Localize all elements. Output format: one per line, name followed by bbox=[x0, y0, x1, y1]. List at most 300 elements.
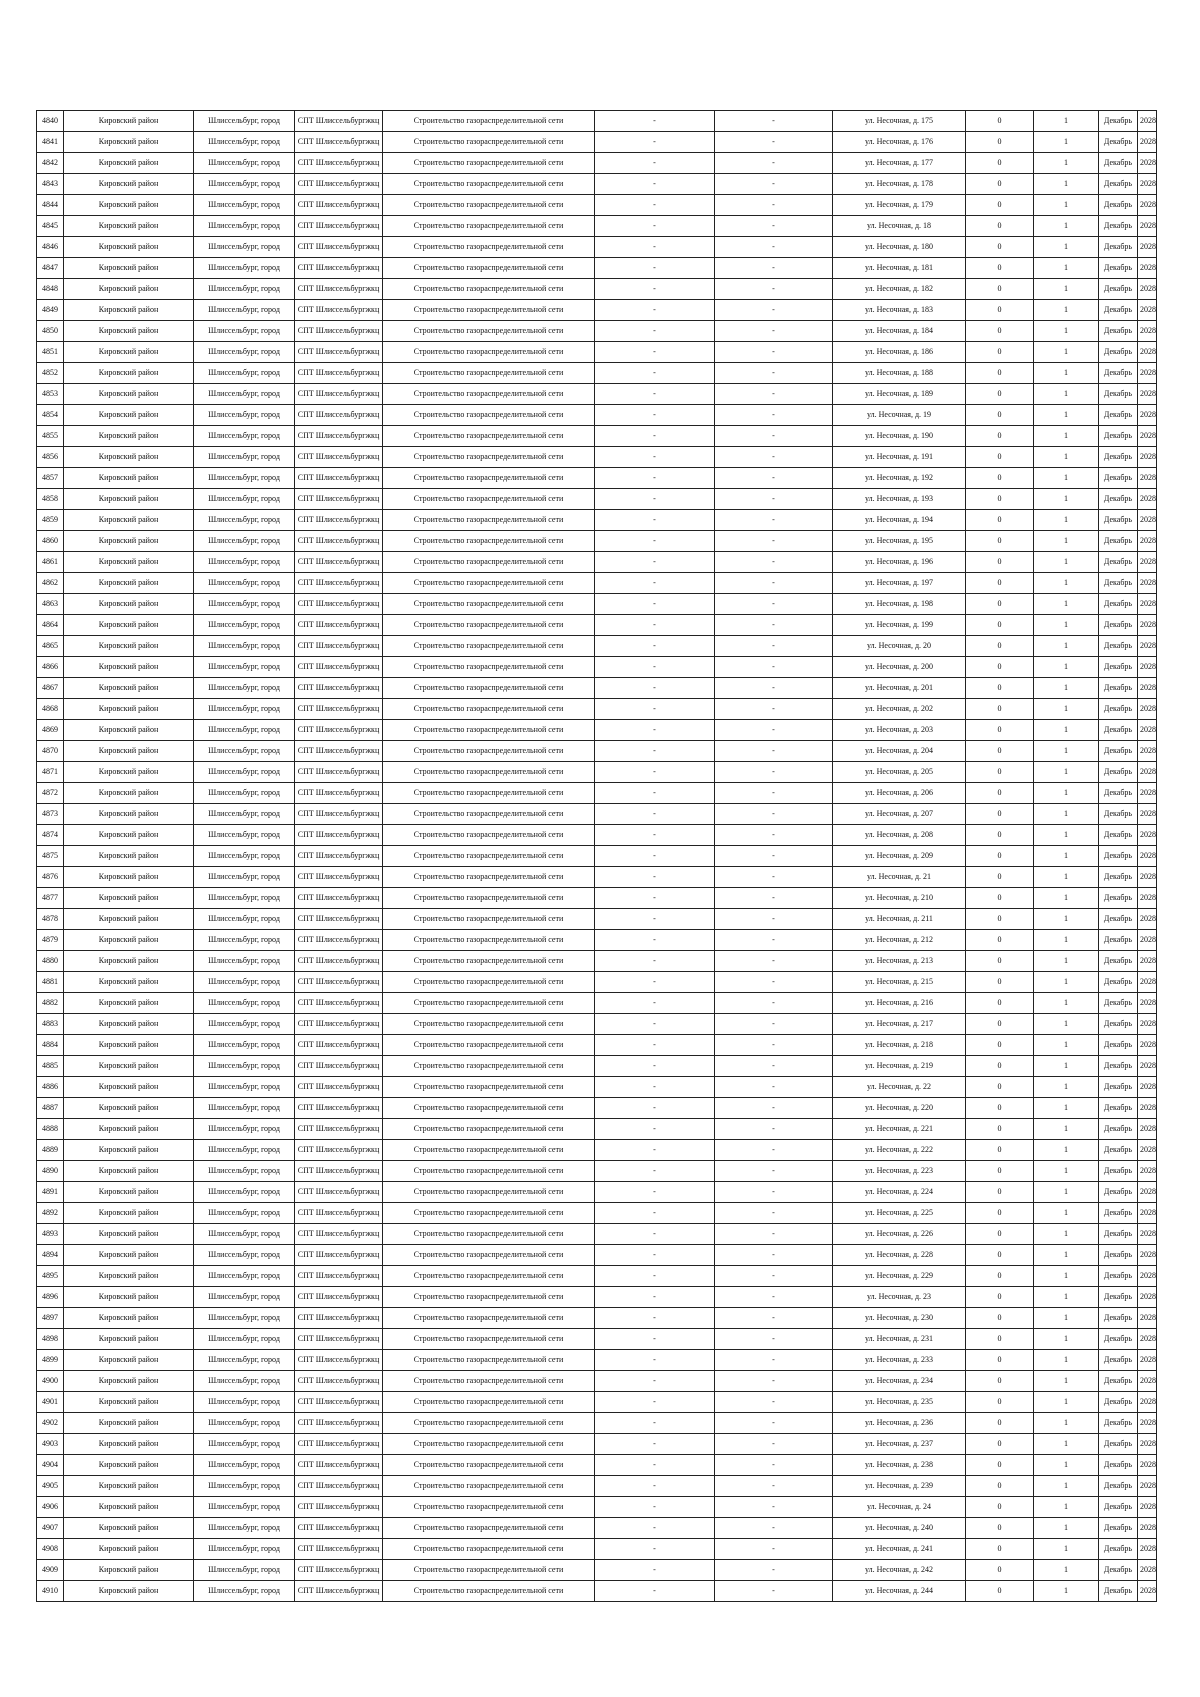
year-cell: 2028 bbox=[1138, 1539, 1157, 1560]
value-cell-1: 0 bbox=[966, 1350, 1034, 1371]
district-cell: Кировский район bbox=[64, 846, 194, 867]
address-cell: ул. Несочная, д. 189 bbox=[833, 384, 966, 405]
settlement-cell: Шлиссельбург, город bbox=[194, 1476, 295, 1497]
supplier-cell: СПТ Шлиссельбургжкц bbox=[295, 279, 383, 300]
dash-cell-1: - bbox=[595, 1266, 715, 1287]
supplier-cell: СПТ Шлиссельбургжкц bbox=[295, 804, 383, 825]
address-cell: ул. Несочная, д. 219 bbox=[833, 1056, 966, 1077]
dash-cell-2: - bbox=[715, 573, 833, 594]
work-type-cell: Строительство газораспределительной сети bbox=[383, 1035, 595, 1056]
year-cell: 2028 bbox=[1138, 615, 1157, 636]
settlement-cell: Шлиссельбург, город bbox=[194, 531, 295, 552]
year-cell: 2028 bbox=[1138, 741, 1157, 762]
value-cell-2: 1 bbox=[1034, 888, 1099, 909]
year-cell: 2028 bbox=[1138, 1497, 1157, 1518]
table-row bbox=[37, 804, 1157, 825]
row-number-cell: 4868 bbox=[37, 699, 64, 720]
row-number-cell: 4893 bbox=[37, 1224, 64, 1245]
table-row bbox=[37, 174, 1157, 195]
row-number-cell: 4891 bbox=[37, 1182, 64, 1203]
year-cell: 2028 bbox=[1138, 573, 1157, 594]
dash-cell-1: - bbox=[595, 426, 715, 447]
supplier-cell: СПТ Шлиссельбургжкц bbox=[295, 1350, 383, 1371]
dash-cell-2: - bbox=[715, 720, 833, 741]
settlement-cell: Шлиссельбург, город bbox=[194, 258, 295, 279]
row-number-cell: 4867 bbox=[37, 678, 64, 699]
table-row bbox=[37, 1077, 1157, 1098]
dash-cell-1: - bbox=[595, 1035, 715, 1056]
address-cell: ул. Несочная, д. 202 bbox=[833, 699, 966, 720]
dash-cell-1: - bbox=[595, 489, 715, 510]
district-cell: Кировский район bbox=[64, 741, 194, 762]
work-type-cell: Строительство газораспределительной сети bbox=[383, 300, 595, 321]
settlement-cell: Шлиссельбург, город bbox=[194, 510, 295, 531]
year-cell: 2028 bbox=[1138, 1098, 1157, 1119]
work-type-cell: Строительство газораспределительной сети bbox=[383, 1161, 595, 1182]
dash-cell-2: - bbox=[715, 405, 833, 426]
supplier-cell: СПТ Шлиссельбургжкц bbox=[295, 363, 383, 384]
address-cell: ул. Несочная, д. 176 bbox=[833, 132, 966, 153]
value-cell-1: 0 bbox=[966, 951, 1034, 972]
address-cell: ул. Несочная, д. 200 bbox=[833, 657, 966, 678]
district-cell: Кировский район bbox=[64, 342, 194, 363]
district-cell: Кировский район bbox=[64, 1560, 194, 1581]
district-cell: Кировский район bbox=[64, 762, 194, 783]
district-cell: Кировский район bbox=[64, 552, 194, 573]
year-cell: 2028 bbox=[1138, 888, 1157, 909]
row-number-cell: 4858 bbox=[37, 489, 64, 510]
year-cell: 2028 bbox=[1138, 1371, 1157, 1392]
settlement-cell: Шлиссельбург, город bbox=[194, 930, 295, 951]
table-row bbox=[37, 300, 1157, 321]
work-type-cell: Строительство газораспределительной сети bbox=[383, 1581, 595, 1602]
dash-cell-2: - bbox=[715, 531, 833, 552]
value-cell-1: 0 bbox=[966, 1161, 1034, 1182]
supplier-cell: СПТ Шлиссельбургжкц bbox=[295, 489, 383, 510]
table-row bbox=[37, 1140, 1157, 1161]
table-row bbox=[37, 888, 1157, 909]
dash-cell-2: - bbox=[715, 111, 833, 132]
work-type-cell: Строительство газораспределительной сети bbox=[383, 510, 595, 531]
settlement-cell: Шлиссельбург, город bbox=[194, 237, 295, 258]
settlement-cell: Шлиссельбург, город bbox=[194, 804, 295, 825]
work-type-cell: Строительство газораспределительной сети bbox=[383, 1308, 595, 1329]
supplier-cell: СПТ Шлиссельбургжкц bbox=[295, 888, 383, 909]
dash-cell-2: - bbox=[715, 1161, 833, 1182]
year-cell: 2028 bbox=[1138, 1203, 1157, 1224]
value-cell-1: 0 bbox=[966, 657, 1034, 678]
value-cell-1: 0 bbox=[966, 1056, 1034, 1077]
month-cell: Декабрь bbox=[1099, 615, 1138, 636]
value-cell-2: 1 bbox=[1034, 720, 1099, 741]
supplier-cell: СПТ Шлиссельбургжкц bbox=[295, 300, 383, 321]
dash-cell-1: - bbox=[595, 573, 715, 594]
settlement-cell: Шлиссельбург, город bbox=[194, 1497, 295, 1518]
settlement-cell: Шлиссельбург, город bbox=[194, 1287, 295, 1308]
dash-cell-1: - bbox=[595, 1119, 715, 1140]
table-row bbox=[37, 237, 1157, 258]
address-cell: ул. Несочная, д. 210 bbox=[833, 888, 966, 909]
supplier-cell: СПТ Шлиссельбургжкц bbox=[295, 1098, 383, 1119]
dash-cell-2: - bbox=[715, 1455, 833, 1476]
dash-cell-1: - bbox=[595, 1308, 715, 1329]
row-number-cell: 4890 bbox=[37, 1161, 64, 1182]
dash-cell-2: - bbox=[715, 447, 833, 468]
district-cell: Кировский район bbox=[64, 1539, 194, 1560]
work-type-cell: Строительство газораспределительной сети bbox=[383, 468, 595, 489]
work-type-cell: Строительство газораспределительной сети bbox=[383, 342, 595, 363]
month-cell: Декабрь bbox=[1099, 300, 1138, 321]
settlement-cell: Шлиссельбург, город bbox=[194, 321, 295, 342]
settlement-cell: Шлиссельбург, город bbox=[194, 132, 295, 153]
work-type-cell: Строительство газораспределительной сети bbox=[383, 321, 595, 342]
table-row bbox=[37, 1119, 1157, 1140]
supplier-cell: СПТ Шлиссельбургжкц bbox=[295, 678, 383, 699]
month-cell: Декабрь bbox=[1099, 153, 1138, 174]
district-cell: Кировский район bbox=[64, 783, 194, 804]
row-number-cell: 4869 bbox=[37, 720, 64, 741]
value-cell-2: 1 bbox=[1034, 1581, 1099, 1602]
supplier-cell: СПТ Шлиссельбургжкц bbox=[295, 1539, 383, 1560]
row-number-cell: 4865 bbox=[37, 636, 64, 657]
district-cell: Кировский район bbox=[64, 363, 194, 384]
dash-cell-2: - bbox=[715, 1224, 833, 1245]
value-cell-2: 1 bbox=[1034, 993, 1099, 1014]
year-cell: 2028 bbox=[1138, 489, 1157, 510]
address-cell: ул. Несочная, д. 198 bbox=[833, 594, 966, 615]
address-cell: ул. Несочная, д. 196 bbox=[833, 552, 966, 573]
work-type-cell: Строительство газораспределительной сети bbox=[383, 279, 595, 300]
settlement-cell: Шлиссельбург, город bbox=[194, 195, 295, 216]
district-cell: Кировский район bbox=[64, 1266, 194, 1287]
supplier-cell: СПТ Шлиссельбургжкц bbox=[295, 1203, 383, 1224]
row-number-cell: 4902 bbox=[37, 1413, 64, 1434]
value-cell-1: 0 bbox=[966, 1518, 1034, 1539]
district-cell: Кировский район bbox=[64, 1098, 194, 1119]
dash-cell-1: - bbox=[595, 1350, 715, 1371]
work-type-cell: Строительство газораспределительной сети bbox=[383, 405, 595, 426]
dash-cell-1: - bbox=[595, 216, 715, 237]
value-cell-2: 1 bbox=[1034, 1245, 1099, 1266]
value-cell-1: 0 bbox=[966, 195, 1034, 216]
month-cell: Декабрь bbox=[1099, 678, 1138, 699]
dash-cell-2: - bbox=[715, 678, 833, 699]
dash-cell-1: - bbox=[595, 1434, 715, 1455]
table-row bbox=[37, 1245, 1157, 1266]
address-cell: ул. Несочная, д. 213 bbox=[833, 951, 966, 972]
table-row bbox=[37, 993, 1157, 1014]
dash-cell-1: - bbox=[595, 1392, 715, 1413]
value-cell-2: 1 bbox=[1034, 195, 1099, 216]
address-cell: ул. Несочная, д. 234 bbox=[833, 1371, 966, 1392]
settlement-cell: Шлиссельбург, город bbox=[194, 552, 295, 573]
table-row bbox=[37, 216, 1157, 237]
value-cell-1: 0 bbox=[966, 1371, 1034, 1392]
year-cell: 2028 bbox=[1138, 825, 1157, 846]
month-cell: Декабрь bbox=[1099, 1413, 1138, 1434]
supplier-cell: СПТ Шлиссельбургжкц bbox=[295, 636, 383, 657]
value-cell-1: 0 bbox=[966, 1308, 1034, 1329]
address-cell: ул. Несочная, д. 20 bbox=[833, 636, 966, 657]
value-cell-2: 1 bbox=[1034, 1182, 1099, 1203]
district-cell: Кировский район bbox=[64, 636, 194, 657]
year-cell: 2028 bbox=[1138, 1161, 1157, 1182]
month-cell: Декабрь bbox=[1099, 1266, 1138, 1287]
dash-cell-1: - bbox=[595, 195, 715, 216]
settlement-cell: Шлиссельбург, город bbox=[194, 1329, 295, 1350]
supplier-cell: СПТ Шлиссельбургжкц bbox=[295, 825, 383, 846]
dash-cell-2: - bbox=[715, 1056, 833, 1077]
address-cell: ул. Несочная, д. 238 bbox=[833, 1455, 966, 1476]
value-cell-1: 0 bbox=[966, 1077, 1034, 1098]
address-cell: ул. Несочная, д. 226 bbox=[833, 1224, 966, 1245]
table-row bbox=[37, 1203, 1157, 1224]
row-number-cell: 4854 bbox=[37, 405, 64, 426]
address-cell: ул. Несочная, д. 181 bbox=[833, 258, 966, 279]
settlement-cell: Шлиссельбург, город bbox=[194, 1182, 295, 1203]
settlement-cell: Шлиссельбург, город bbox=[194, 1581, 295, 1602]
month-cell: Декабрь bbox=[1099, 468, 1138, 489]
settlement-cell: Шлиссельбург, город bbox=[194, 657, 295, 678]
dash-cell-1: - bbox=[595, 657, 715, 678]
work-type-cell: Строительство газораспределительной сети bbox=[383, 1119, 595, 1140]
month-cell: Декабрь bbox=[1099, 258, 1138, 279]
year-cell: 2028 bbox=[1138, 1119, 1157, 1140]
table-row bbox=[37, 951, 1157, 972]
supplier-cell: СПТ Шлиссельбургжкц bbox=[295, 1056, 383, 1077]
value-cell-2: 1 bbox=[1034, 1035, 1099, 1056]
work-type-cell: Строительство газораспределительной сети bbox=[383, 930, 595, 951]
value-cell-1: 0 bbox=[966, 384, 1034, 405]
settlement-cell: Шлиссельбург, город bbox=[194, 699, 295, 720]
dash-cell-1: - bbox=[595, 888, 715, 909]
year-cell: 2028 bbox=[1138, 216, 1157, 237]
district-cell: Кировский район bbox=[64, 1329, 194, 1350]
dash-cell-1: - bbox=[595, 384, 715, 405]
dash-cell-1: - bbox=[595, 1539, 715, 1560]
work-type-cell: Строительство газораспределительной сети bbox=[383, 237, 595, 258]
value-cell-1: 0 bbox=[966, 1182, 1034, 1203]
table-row bbox=[37, 1371, 1157, 1392]
address-cell: ул. Несочная, д. 211 bbox=[833, 909, 966, 930]
dash-cell-1: - bbox=[595, 363, 715, 384]
row-number-cell: 4849 bbox=[37, 300, 64, 321]
dash-cell-2: - bbox=[715, 1119, 833, 1140]
address-cell: ул. Несочная, д. 191 bbox=[833, 447, 966, 468]
value-cell-1: 0 bbox=[966, 153, 1034, 174]
year-cell: 2028 bbox=[1138, 1413, 1157, 1434]
dash-cell-1: - bbox=[595, 510, 715, 531]
district-cell: Кировский район bbox=[64, 1077, 194, 1098]
dash-cell-1: - bbox=[595, 762, 715, 783]
district-cell: Кировский район bbox=[64, 1203, 194, 1224]
table-row bbox=[37, 1539, 1157, 1560]
row-number-cell: 4910 bbox=[37, 1581, 64, 1602]
value-cell-1: 0 bbox=[966, 888, 1034, 909]
work-type-cell: Строительство газораспределительной сети bbox=[383, 594, 595, 615]
table-row bbox=[37, 720, 1157, 741]
value-cell-1: 0 bbox=[966, 1266, 1034, 1287]
value-cell-2: 1 bbox=[1034, 1161, 1099, 1182]
dash-cell-2: - bbox=[715, 762, 833, 783]
settlement-cell: Шлиссельбург, город bbox=[194, 951, 295, 972]
dash-cell-1: - bbox=[595, 1098, 715, 1119]
address-cell: ул. Несочная, д. 229 bbox=[833, 1266, 966, 1287]
table-row bbox=[37, 1161, 1157, 1182]
dash-cell-2: - bbox=[715, 825, 833, 846]
value-cell-2: 1 bbox=[1034, 363, 1099, 384]
value-cell-2: 1 bbox=[1034, 1455, 1099, 1476]
supplier-cell: СПТ Шлиссельбургжкц bbox=[295, 615, 383, 636]
address-cell: ул. Несочная, д. 19 bbox=[833, 405, 966, 426]
table-row bbox=[37, 762, 1157, 783]
dash-cell-1: - bbox=[595, 1245, 715, 1266]
month-cell: Декабрь bbox=[1099, 993, 1138, 1014]
dash-cell-1: - bbox=[595, 1287, 715, 1308]
table-row bbox=[37, 573, 1157, 594]
address-cell: ул. Несочная, д. 244 bbox=[833, 1581, 966, 1602]
district-cell: Кировский район bbox=[64, 1140, 194, 1161]
value-cell-2: 1 bbox=[1034, 258, 1099, 279]
dash-cell-1: - bbox=[595, 1056, 715, 1077]
district-cell: Кировский район bbox=[64, 993, 194, 1014]
value-cell-1: 0 bbox=[966, 531, 1034, 552]
district-cell: Кировский район bbox=[64, 153, 194, 174]
supplier-cell: СПТ Шлиссельбургжкц bbox=[295, 468, 383, 489]
district-cell: Кировский район bbox=[64, 573, 194, 594]
year-cell: 2028 bbox=[1138, 1014, 1157, 1035]
dash-cell-2: - bbox=[715, 636, 833, 657]
settlement-cell: Шлиссельбург, город bbox=[194, 993, 295, 1014]
dash-cell-2: - bbox=[715, 426, 833, 447]
table-row bbox=[37, 342, 1157, 363]
supplier-cell: СПТ Шлиссельбургжкц bbox=[295, 132, 383, 153]
table-row bbox=[37, 510, 1157, 531]
year-cell: 2028 bbox=[1138, 531, 1157, 552]
work-type-cell: Строительство газораспределительной сети bbox=[383, 1056, 595, 1077]
address-cell: ул. Несочная, д. 218 bbox=[833, 1035, 966, 1056]
supplier-cell: СПТ Шлиссельбургжкц bbox=[295, 1077, 383, 1098]
value-cell-1: 0 bbox=[966, 993, 1034, 1014]
value-cell-1: 0 bbox=[966, 1539, 1034, 1560]
supplier-cell: СПТ Шлиссельбургжкц bbox=[295, 783, 383, 804]
address-cell: ул. Несочная, д. 193 bbox=[833, 489, 966, 510]
year-cell: 2028 bbox=[1138, 594, 1157, 615]
value-cell-1: 0 bbox=[966, 846, 1034, 867]
district-cell: Кировский район bbox=[64, 1350, 194, 1371]
row-number-cell: 4892 bbox=[37, 1203, 64, 1224]
row-number-cell: 4903 bbox=[37, 1434, 64, 1455]
value-cell-2: 1 bbox=[1034, 174, 1099, 195]
district-cell: Кировский район bbox=[64, 132, 194, 153]
dash-cell-1: - bbox=[595, 468, 715, 489]
dash-cell-2: - bbox=[715, 930, 833, 951]
work-type-cell: Строительство газораспределительной сети bbox=[383, 951, 595, 972]
address-cell: ул. Несочная, д. 180 bbox=[833, 237, 966, 258]
settlement-cell: Шлиссельбург, город bbox=[194, 1350, 295, 1371]
month-cell: Декабрь bbox=[1099, 321, 1138, 342]
row-number-cell: 4877 bbox=[37, 888, 64, 909]
supplier-cell: СПТ Шлиссельбургжкц bbox=[295, 741, 383, 762]
district-cell: Кировский район bbox=[64, 1035, 194, 1056]
work-type-cell: Строительство газораспределительной сети bbox=[383, 1392, 595, 1413]
supplier-cell: СПТ Шлиссельбургжкц bbox=[295, 573, 383, 594]
table-row bbox=[37, 1056, 1157, 1077]
settlement-cell: Шлиссельбург, город bbox=[194, 447, 295, 468]
table-row bbox=[37, 1497, 1157, 1518]
dash-cell-1: - bbox=[595, 1455, 715, 1476]
address-cell: ул. Несочная, д. 221 bbox=[833, 1119, 966, 1140]
settlement-cell: Шлиссельбург, город bbox=[194, 888, 295, 909]
work-type-cell: Строительство газораспределительной сети bbox=[383, 363, 595, 384]
year-cell: 2028 bbox=[1138, 1329, 1157, 1350]
value-cell-2: 1 bbox=[1034, 279, 1099, 300]
settlement-cell: Шлиссельбург, город bbox=[194, 846, 295, 867]
supplier-cell: СПТ Шлиссельбургжкц bbox=[295, 405, 383, 426]
dash-cell-1: - bbox=[595, 804, 715, 825]
work-type-cell: Строительство газораспределительной сети bbox=[383, 825, 595, 846]
year-cell: 2028 bbox=[1138, 867, 1157, 888]
row-number-cell: 4899 bbox=[37, 1350, 64, 1371]
dash-cell-2: - bbox=[715, 804, 833, 825]
district-cell: Кировский район bbox=[64, 531, 194, 552]
table-row bbox=[37, 153, 1157, 174]
dash-cell-2: - bbox=[715, 1350, 833, 1371]
supplier-cell: СПТ Шлиссельбургжкц bbox=[295, 951, 383, 972]
year-cell: 2028 bbox=[1138, 1035, 1157, 1056]
month-cell: Декабрь bbox=[1099, 1581, 1138, 1602]
work-type-cell: Строительство газораспределительной сети bbox=[383, 1014, 595, 1035]
dash-cell-1: - bbox=[595, 909, 715, 930]
month-cell: Декабрь bbox=[1099, 1560, 1138, 1581]
value-cell-1: 0 bbox=[966, 825, 1034, 846]
dash-cell-2: - bbox=[715, 384, 833, 405]
dash-cell-2: - bbox=[715, 1329, 833, 1350]
settlement-cell: Шлиссельбург, город bbox=[194, 972, 295, 993]
year-cell: 2028 bbox=[1138, 363, 1157, 384]
supplier-cell: СПТ Шлиссельбургжкц bbox=[295, 720, 383, 741]
supplier-cell: СПТ Шлиссельбургжкц bbox=[295, 321, 383, 342]
value-cell-1: 0 bbox=[966, 1140, 1034, 1161]
dash-cell-2: - bbox=[715, 258, 833, 279]
settlement-cell: Шлиссельбург, город bbox=[194, 1098, 295, 1119]
dash-cell-1: - bbox=[595, 1413, 715, 1434]
year-cell: 2028 bbox=[1138, 1560, 1157, 1581]
value-cell-2: 1 bbox=[1034, 1392, 1099, 1413]
year-cell: 2028 bbox=[1138, 1455, 1157, 1476]
row-number-cell: 4883 bbox=[37, 1014, 64, 1035]
address-cell: ул. Несочная, д. 182 bbox=[833, 279, 966, 300]
settlement-cell: Шлиссельбург, город bbox=[194, 1056, 295, 1077]
supplier-cell: СПТ Шлиссельбургжкц bbox=[295, 930, 383, 951]
value-cell-1: 0 bbox=[966, 468, 1034, 489]
address-cell: ул. Несочная, д. 216 bbox=[833, 993, 966, 1014]
year-cell: 2028 bbox=[1138, 1056, 1157, 1077]
work-type-cell: Строительство газораспределительной сети bbox=[383, 1560, 595, 1581]
month-cell: Декабрь bbox=[1099, 699, 1138, 720]
value-cell-2: 1 bbox=[1034, 1434, 1099, 1455]
dash-cell-2: - bbox=[715, 468, 833, 489]
work-type-cell: Строительство газораспределительной сети bbox=[383, 384, 595, 405]
value-cell-1: 0 bbox=[966, 972, 1034, 993]
settlement-cell: Шлиссельбург, город bbox=[194, 909, 295, 930]
dash-cell-1: - bbox=[595, 720, 715, 741]
value-cell-2: 1 bbox=[1034, 573, 1099, 594]
supplier-cell: СПТ Шлиссельбургжкц bbox=[295, 447, 383, 468]
year-cell: 2028 bbox=[1138, 384, 1157, 405]
address-cell: ул. Несочная, д. 178 bbox=[833, 174, 966, 195]
month-cell: Декабрь bbox=[1099, 447, 1138, 468]
